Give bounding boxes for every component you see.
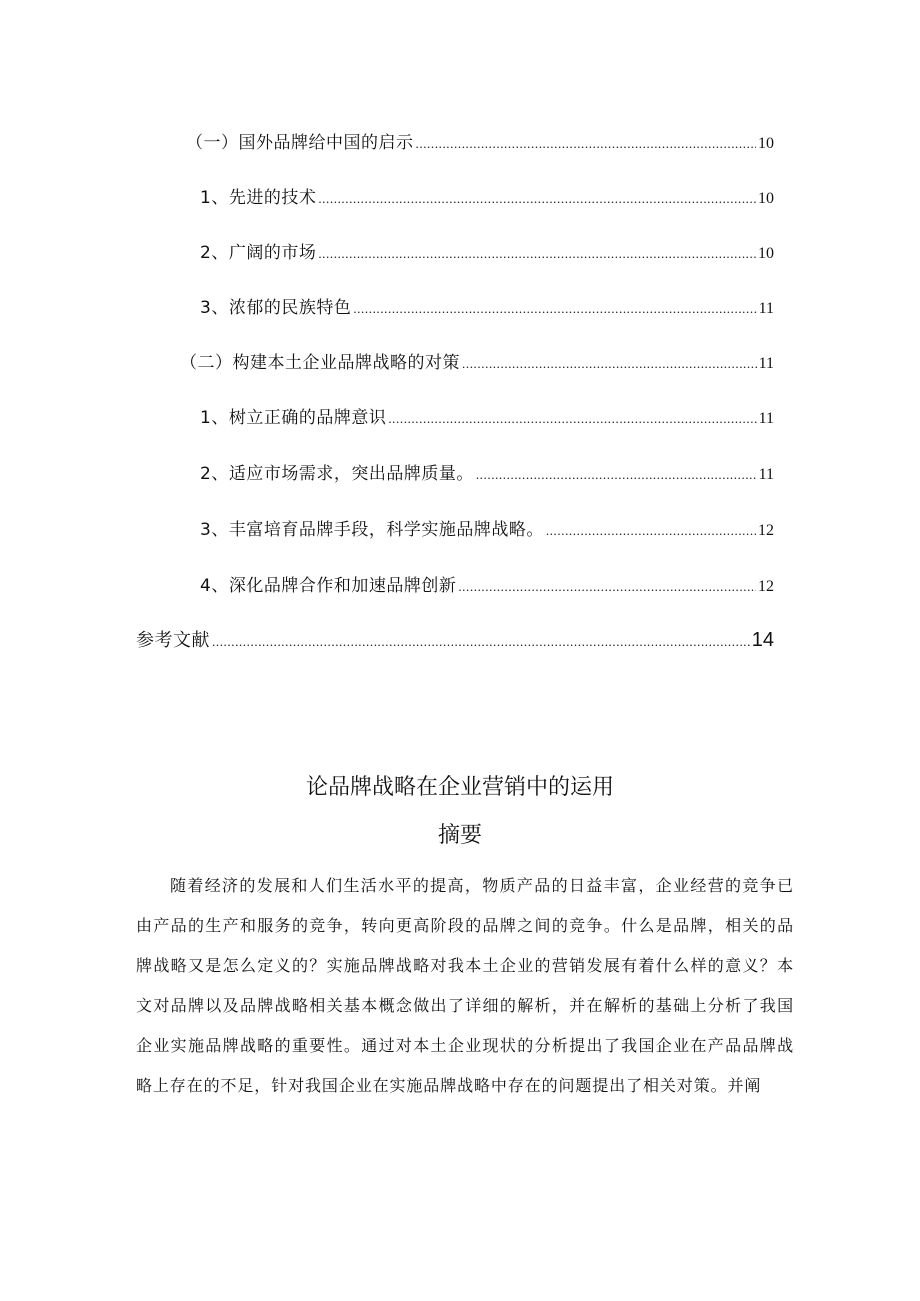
toc-leader-dots <box>416 136 757 152</box>
toc-entry-page: 10 <box>758 190 774 207</box>
toc-entry-label: 2、广阔的市场 <box>200 243 317 263</box>
toc-leader-dots <box>458 579 756 595</box>
toc-leader-dots <box>318 246 756 262</box>
toc-leader-dots <box>212 634 750 650</box>
toc-leader-dots <box>388 411 756 427</box>
toc-entry-page: 11 <box>758 300 774 317</box>
toc-entry-page: 14 <box>751 629 774 651</box>
toc-entry-label: （一）国外品牌给中国的启示 <box>186 133 414 153</box>
toc-leader-dots <box>353 301 756 317</box>
abstract-heading: 摘要 <box>437 823 482 848</box>
toc-entry[interactable] <box>180 348 774 378</box>
toc-entry[interactable] <box>200 238 774 268</box>
document-title: 论品牌战略在企业营销中的运用 <box>305 775 614 800</box>
toc-entry-page: 10 <box>758 245 774 262</box>
toc-entry-page: 12 <box>758 578 774 595</box>
toc-entry[interactable] <box>200 459 774 489</box>
toc-entry-label: 2、适应市场需求，突出品牌质量。 <box>200 464 474 484</box>
toc-entry[interactable] <box>186 128 774 158</box>
toc-leader-dots <box>476 467 757 483</box>
toc-entry[interactable] <box>200 403 774 433</box>
toc-entry-label: 3、浓郁的民族特色 <box>200 298 352 318</box>
toc-entry-page: 12 <box>758 522 774 539</box>
toc-entry-label: 参考文献 <box>136 630 210 651</box>
toc-entry[interactable] <box>200 571 774 601</box>
toc-entry-page: 11 <box>758 355 774 372</box>
toc-entry-label: 3、丰富培育品牌手段，科学实施品牌战略。 <box>200 520 544 540</box>
toc-entry-page: 10 <box>758 135 774 152</box>
toc-entry[interactable] <box>200 183 774 213</box>
abstract-paragraph: 随着经济的发展和人们生活水平的提高，物质产品的日益丰富，企业经营的竞争已由产品的生产和服务的竞争，转向更高阶段的品牌之间的竞争。什么是品牌，相关的品牌战略又是怎么定义的？实施品牌战略对我本土企业的营销发展有着什么样的意义？本文对品牌以及品牌战略相关基本概念做出了详细的解析，并在解析的基础上分析了我国企业实施品牌战略的重要性。通过对本土企业现状的分析提出了我国企业在产品品牌战略上存在的不足，针对我国企业在实施品牌战略中存在的问题提出了相关对策。并阐 <box>136 876 794 1095</box>
toc-entry-label: 4、深化品牌合作和加速品牌创新 <box>200 576 457 596</box>
toc-leader-dots <box>462 356 757 372</box>
toc-entry-references[interactable] <box>136 626 774 656</box>
toc-entry-label: 1、先进的技术 <box>200 188 317 208</box>
toc-entry-label: 1、树立正确的品牌意识 <box>200 408 387 428</box>
toc-entry-page: 11 <box>758 466 774 483</box>
toc-leader-dots <box>318 191 756 207</box>
toc-leader-dots <box>546 523 756 539</box>
toc-entry-page: 11 <box>758 410 774 427</box>
toc-entry[interactable] <box>200 515 774 545</box>
toc-entry[interactable] <box>200 293 774 323</box>
toc-entry-label: （二）构建本土企业品牌战略的对策 <box>180 353 460 373</box>
